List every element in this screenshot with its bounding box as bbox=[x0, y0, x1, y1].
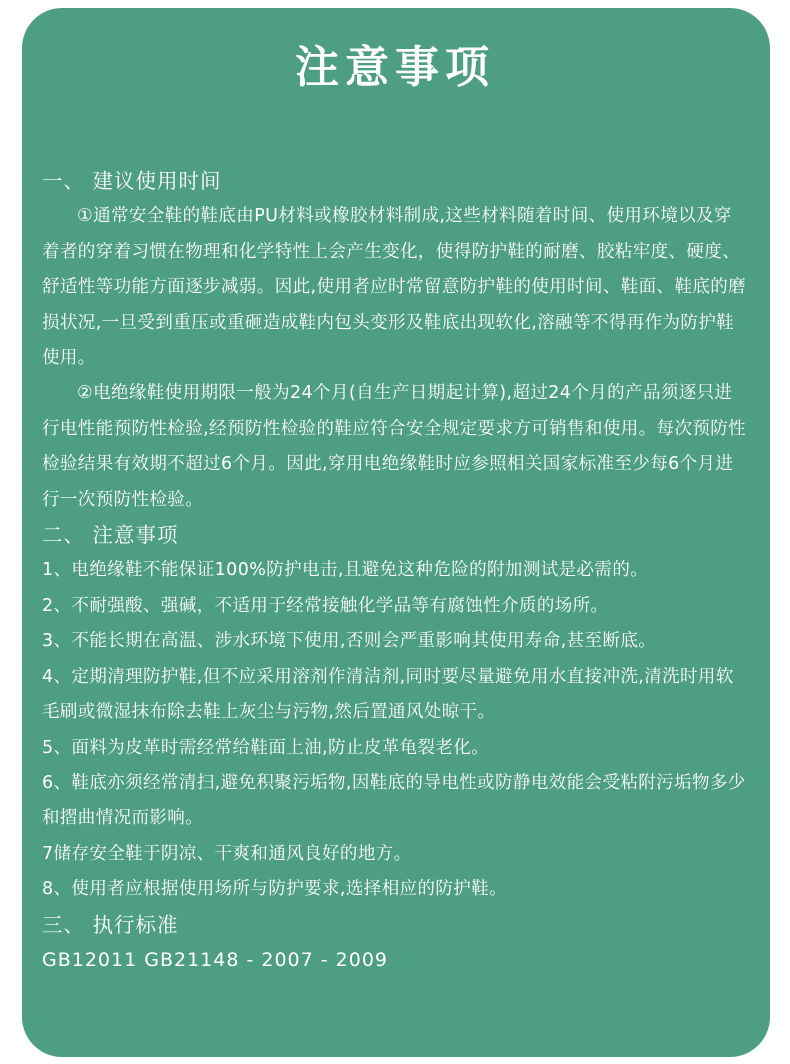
usage-time-paragraph-1: ①通常安全鞋的鞋底由PU材料或橡胶材料制成,这些材料随着时间、使用环境以及穿着者的穿着习惯在物理和化学特性上会产生变化，使得防护鞋的耐磨、胶粘牢度、硬度、舒适性等功能方面逐步减弱。因此,使用者应时常留意防护鞋的使用时间、鞋面、鞋底的磨损状况,一旦受到重压或重砸造成鞋内包头变形及鞋底出现软化,溶融等不得再作为防护鞋使用。 bbox=[42, 206, 747, 369]
precaution-item-2: 2、不耐强酸、强碱，不适用于经常接触化学品等有腐蚀性介质的场所。 bbox=[42, 595, 609, 616]
precaution-item-4: 4、定期清理防护鞋,但不应采用溶剂作清洁剂,同时要尽量避免用水直接冲洗,清洗时用软毛刷或微湿抹布除去鞋上灰尘与污物,然后置通风处晾干。 bbox=[42, 666, 734, 723]
section-heading-precautions: 二、 注意事项 bbox=[42, 523, 179, 548]
precaution-item-1: 1、电绝缘鞋不能保证100%防护电击,且避免这种危险的附加测试是必需的。 bbox=[42, 560, 649, 581]
usage-time-paragraph-2: ②电绝缘鞋使用期限一般为24个月(自生产日期起计算),超过24个月的产品须逐只进行电性能预防性检验,经预防性检验的鞋应符合安全规定要求方可销售和使用。每次预防性检验结果有效期不超过6个月。因此,穿用电绝缘鞋时应参照相关国家标准至少每6个月进行一次预防性检验。 bbox=[42, 383, 747, 510]
precaution-item-5: 5、面料为皮革时需经常给鞋面上油,防止皮革龟裂老化。 bbox=[42, 737, 490, 758]
precaution-item-6: 6、鞋底亦须经常清扫,避免积聚污垢物,因鞋底的导电性或防静电效能会受粘附污垢物多少和摺曲情况而影响。 bbox=[42, 772, 746, 829]
notice-card bbox=[22, 8, 770, 1057]
precaution-item-3: 3、不能长期在高温、涉水环境下使用,否则会严重影响其使用寿命,甚至断底。 bbox=[42, 631, 657, 652]
section-heading-usage-time: 一、 建议使用时间 bbox=[42, 169, 222, 193]
section-heading-standards: 三、 执行标准 bbox=[42, 912, 179, 937]
page-title: 注意事项 bbox=[295, 42, 495, 93]
standards-text: GB12011 GB21148 - 2007 - 2009 bbox=[42, 948, 389, 971]
precaution-item-7: 7储存安全鞋于阴凉、干爽和通风良好的地方。 bbox=[42, 843, 412, 864]
precaution-item-8: 8、使用者应根据使用场所与防护要求,选择相应的防护鞋。 bbox=[42, 879, 507, 900]
notice-content bbox=[42, 164, 748, 978]
